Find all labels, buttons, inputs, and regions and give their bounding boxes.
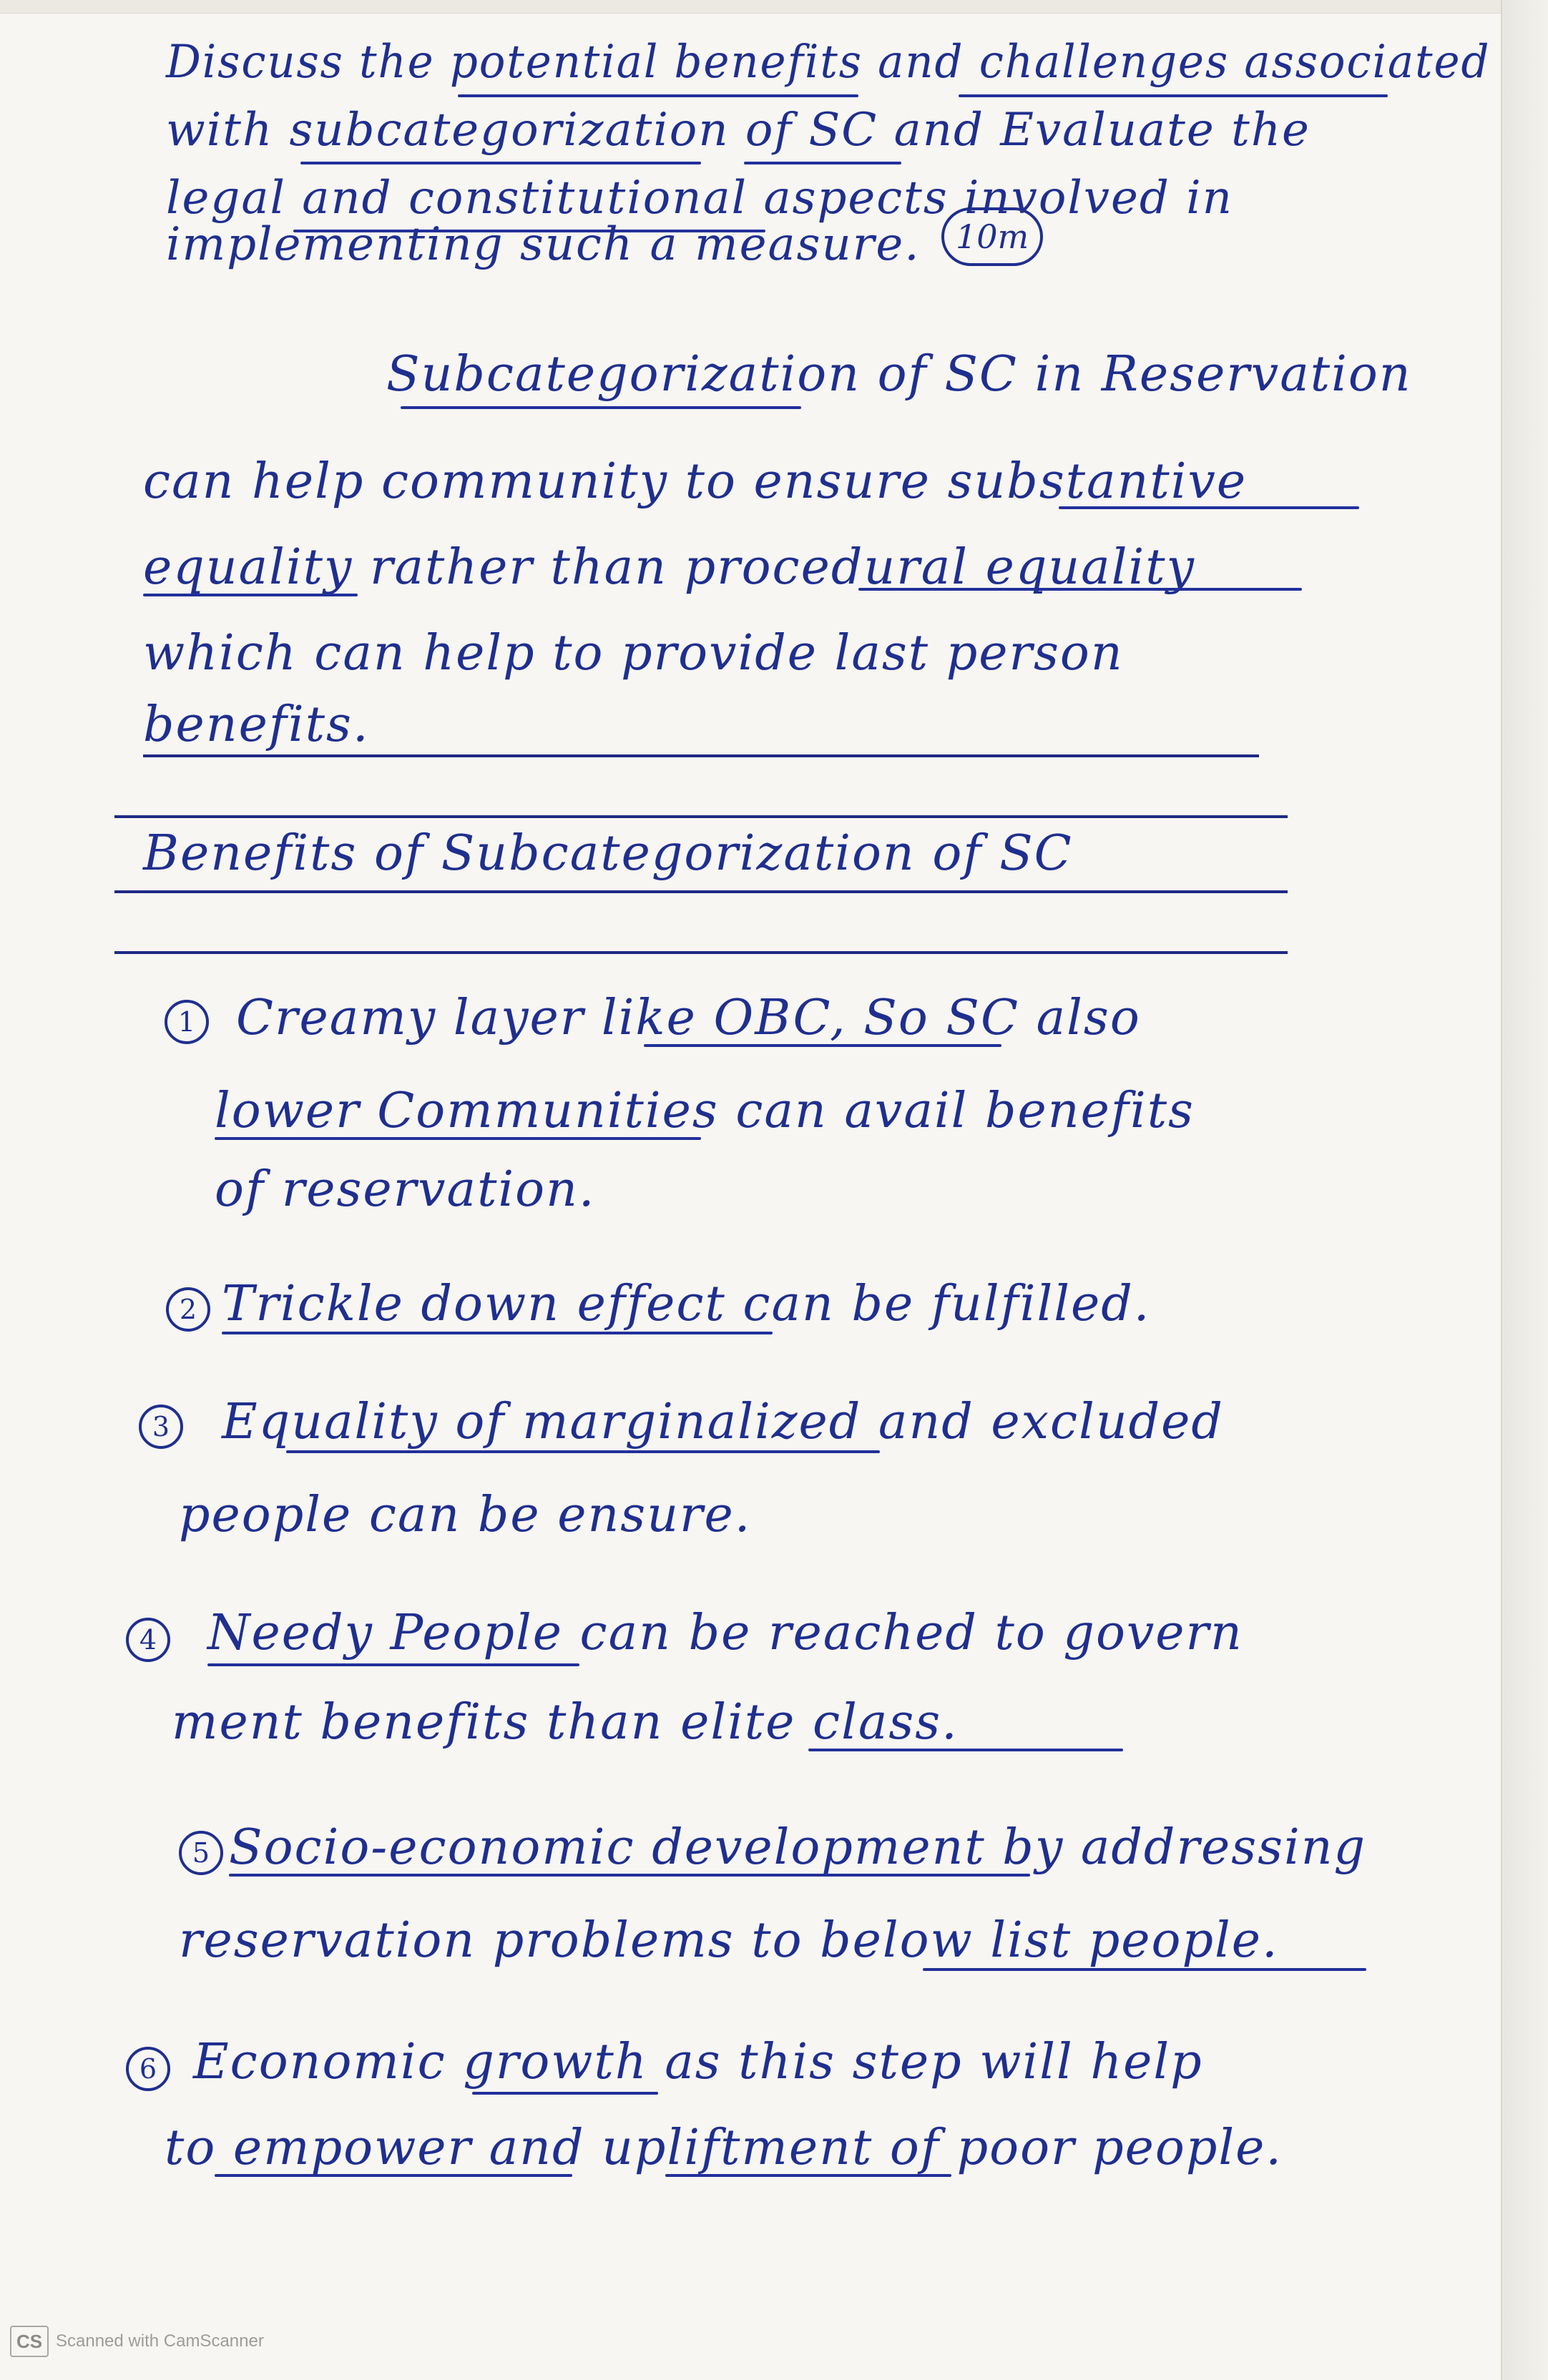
question-line-3: legal and constitutional aspects involved in — [166, 172, 1233, 225]
point-4-line-1: Needy People can be reached to govern — [207, 1605, 1243, 1661]
top-page-edge — [0, 0, 1502, 14]
question-line-4: implementing such a measure. — [166, 218, 921, 271]
underline — [300, 162, 701, 164]
point-6-line-1: Economic growth as this step will help — [193, 2034, 1203, 2090]
underline — [472, 2092, 658, 2095]
point-number: 5 — [179, 1831, 223, 1875]
underline — [215, 1137, 701, 1140]
divider-line — [114, 815, 1288, 818]
watermark-text: Scanned with CamScanner — [56, 2331, 264, 2351]
question-line-1: Discuss the potential benefits and challenges associated — [166, 36, 1491, 89]
point-5-line-2: reservation problems to below list people. — [179, 1912, 1279, 1969]
section-heading: Benefits of Subcategorization of SC — [143, 825, 1073, 882]
marks-badge: 10m — [941, 207, 1043, 266]
divider-line — [114, 890, 1288, 893]
point-1-line-1: Creamy layer like OBC, So SC also — [236, 990, 1141, 1046]
underline — [215, 2174, 572, 2177]
point-2-line-1: Trickle down effect can be fulfilled. — [222, 1276, 1151, 1332]
underline — [143, 594, 358, 596]
intro-line-3: equality rather than procedural equality — [143, 539, 1195, 596]
underline — [1059, 506, 1359, 509]
underline — [207, 1663, 579, 1666]
underline — [458, 94, 858, 97]
underline — [222, 1332, 773, 1334]
underline — [923, 1968, 1366, 1971]
point-number: 4 — [126, 1618, 170, 1662]
point-1-line-3: of reservation. — [215, 1161, 596, 1218]
intro-line-1: Subcategorization of SC in Reservation — [386, 346, 1412, 403]
point-3-line-1: Equality of marginalized and excluded — [222, 1394, 1224, 1450]
point-4-line-2: ment benefits than elite class. — [172, 1694, 959, 1751]
point-6-line-2: to empower and upliftment of poor people. — [165, 2120, 1283, 2176]
underline — [808, 1749, 1123, 1751]
underline — [744, 162, 901, 164]
divider-line — [114, 951, 1288, 954]
underline — [959, 94, 1388, 97]
underline — [644, 1044, 1001, 1047]
intro-line-2: can help community to ensure substantive — [143, 453, 1248, 510]
underline — [665, 2174, 951, 2177]
intro-line-5: benefits. — [143, 697, 370, 753]
point-1-line-2: lower Communities can avail benefits — [215, 1083, 1195, 1139]
point-number: 6 — [126, 2047, 170, 2091]
underline — [229, 1874, 1030, 1877]
point-number: 3 — [139, 1405, 183, 1449]
point-number: 1 — [165, 1000, 209, 1044]
adjacent-page-edge — [1501, 0, 1548, 2380]
point-5-line-1: Socio-economic development by addressing — [229, 1819, 1367, 1876]
point-number: 2 — [166, 1287, 210, 1332]
underline — [286, 1450, 880, 1453]
question-line-2: with subcategorization of SC and Evaluate the — [166, 104, 1311, 157]
scanner-watermark — [10, 2326, 264, 2357]
intro-line-4: which can help to provide last person — [143, 625, 1124, 682]
point-3-line-2: people can be ensure. — [179, 1487, 752, 1543]
divider-line — [143, 754, 1259, 757]
underline — [401, 406, 801, 409]
underline — [858, 588, 1302, 591]
camscanner-logo: CS — [10, 2326, 49, 2357]
